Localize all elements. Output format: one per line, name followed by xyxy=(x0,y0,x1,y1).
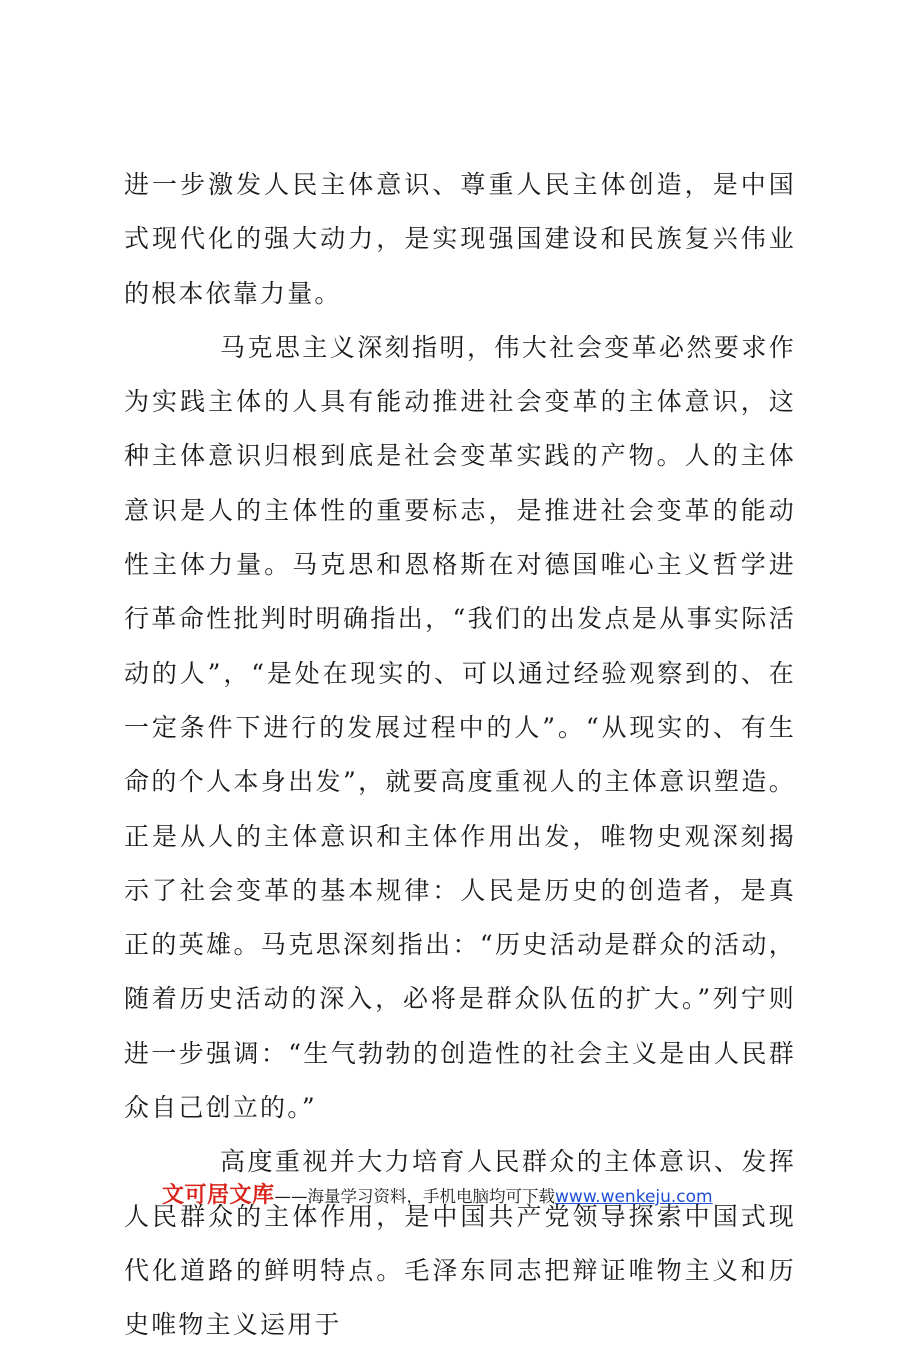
paragraph-1: 进一步激发人民主体意识、尊重人民主体创造，是中国式现代化的强大动力，是实现强国建设和民族复兴伟业的根本依靠力量。 xyxy=(124,170,796,308)
paragraph-3: 高度重视并大力培育人民群众的主体意识、发挥人民群众的主体作用，是中国共产党领导探索中国式现代化道路的鲜明特点。毛泽东同志把辩证唯物主义和历史唯物主义运用于 xyxy=(124,1147,796,1340)
footer-brand: 文可居文库 xyxy=(162,1183,275,1208)
footer-site-link[interactable]: www.wenkeju.com xyxy=(555,1187,713,1207)
footer-tagline: ——海量学习资料，手机电脑均可下载 xyxy=(274,1187,556,1206)
paragraph-2: 马克思主义深刻指明，伟大社会变革必然要求作为实践主体的人具有能动推进社会变革的主体意识，这种主体意识归根到底是社会变革实践的产物。人的主体意识是人的主体性的重要标志，是推进社会变革的能动性主体力量。马克思和恩格斯在对德国唯心主义哲学进行革命性批判时明确指出，“我们的出发点是从事实际活动的人”，“是处在现实的、可以通过经验观察到的、在一定条件下进行的发展过程中的人”。“从现实的、有生命的个人本身出发”，就要高度重视人的主体意识塑造。正是从人的主体意识和主体作用出发，唯物史观深刻揭示了社会变革的基本规律：人民是历史的创造者，是真正的英雄。马克思深刻指出：“历史活动是群众的活动，随着历史活动的深入，必将是群众队伍的扩大。”列宁则进一步强调：“生气勃勃的创造性的社会主义是由人民群众自己创立的。” xyxy=(124,332,796,1123)
document-body xyxy=(124,158,796,1353)
page-footer xyxy=(162,1178,713,1215)
